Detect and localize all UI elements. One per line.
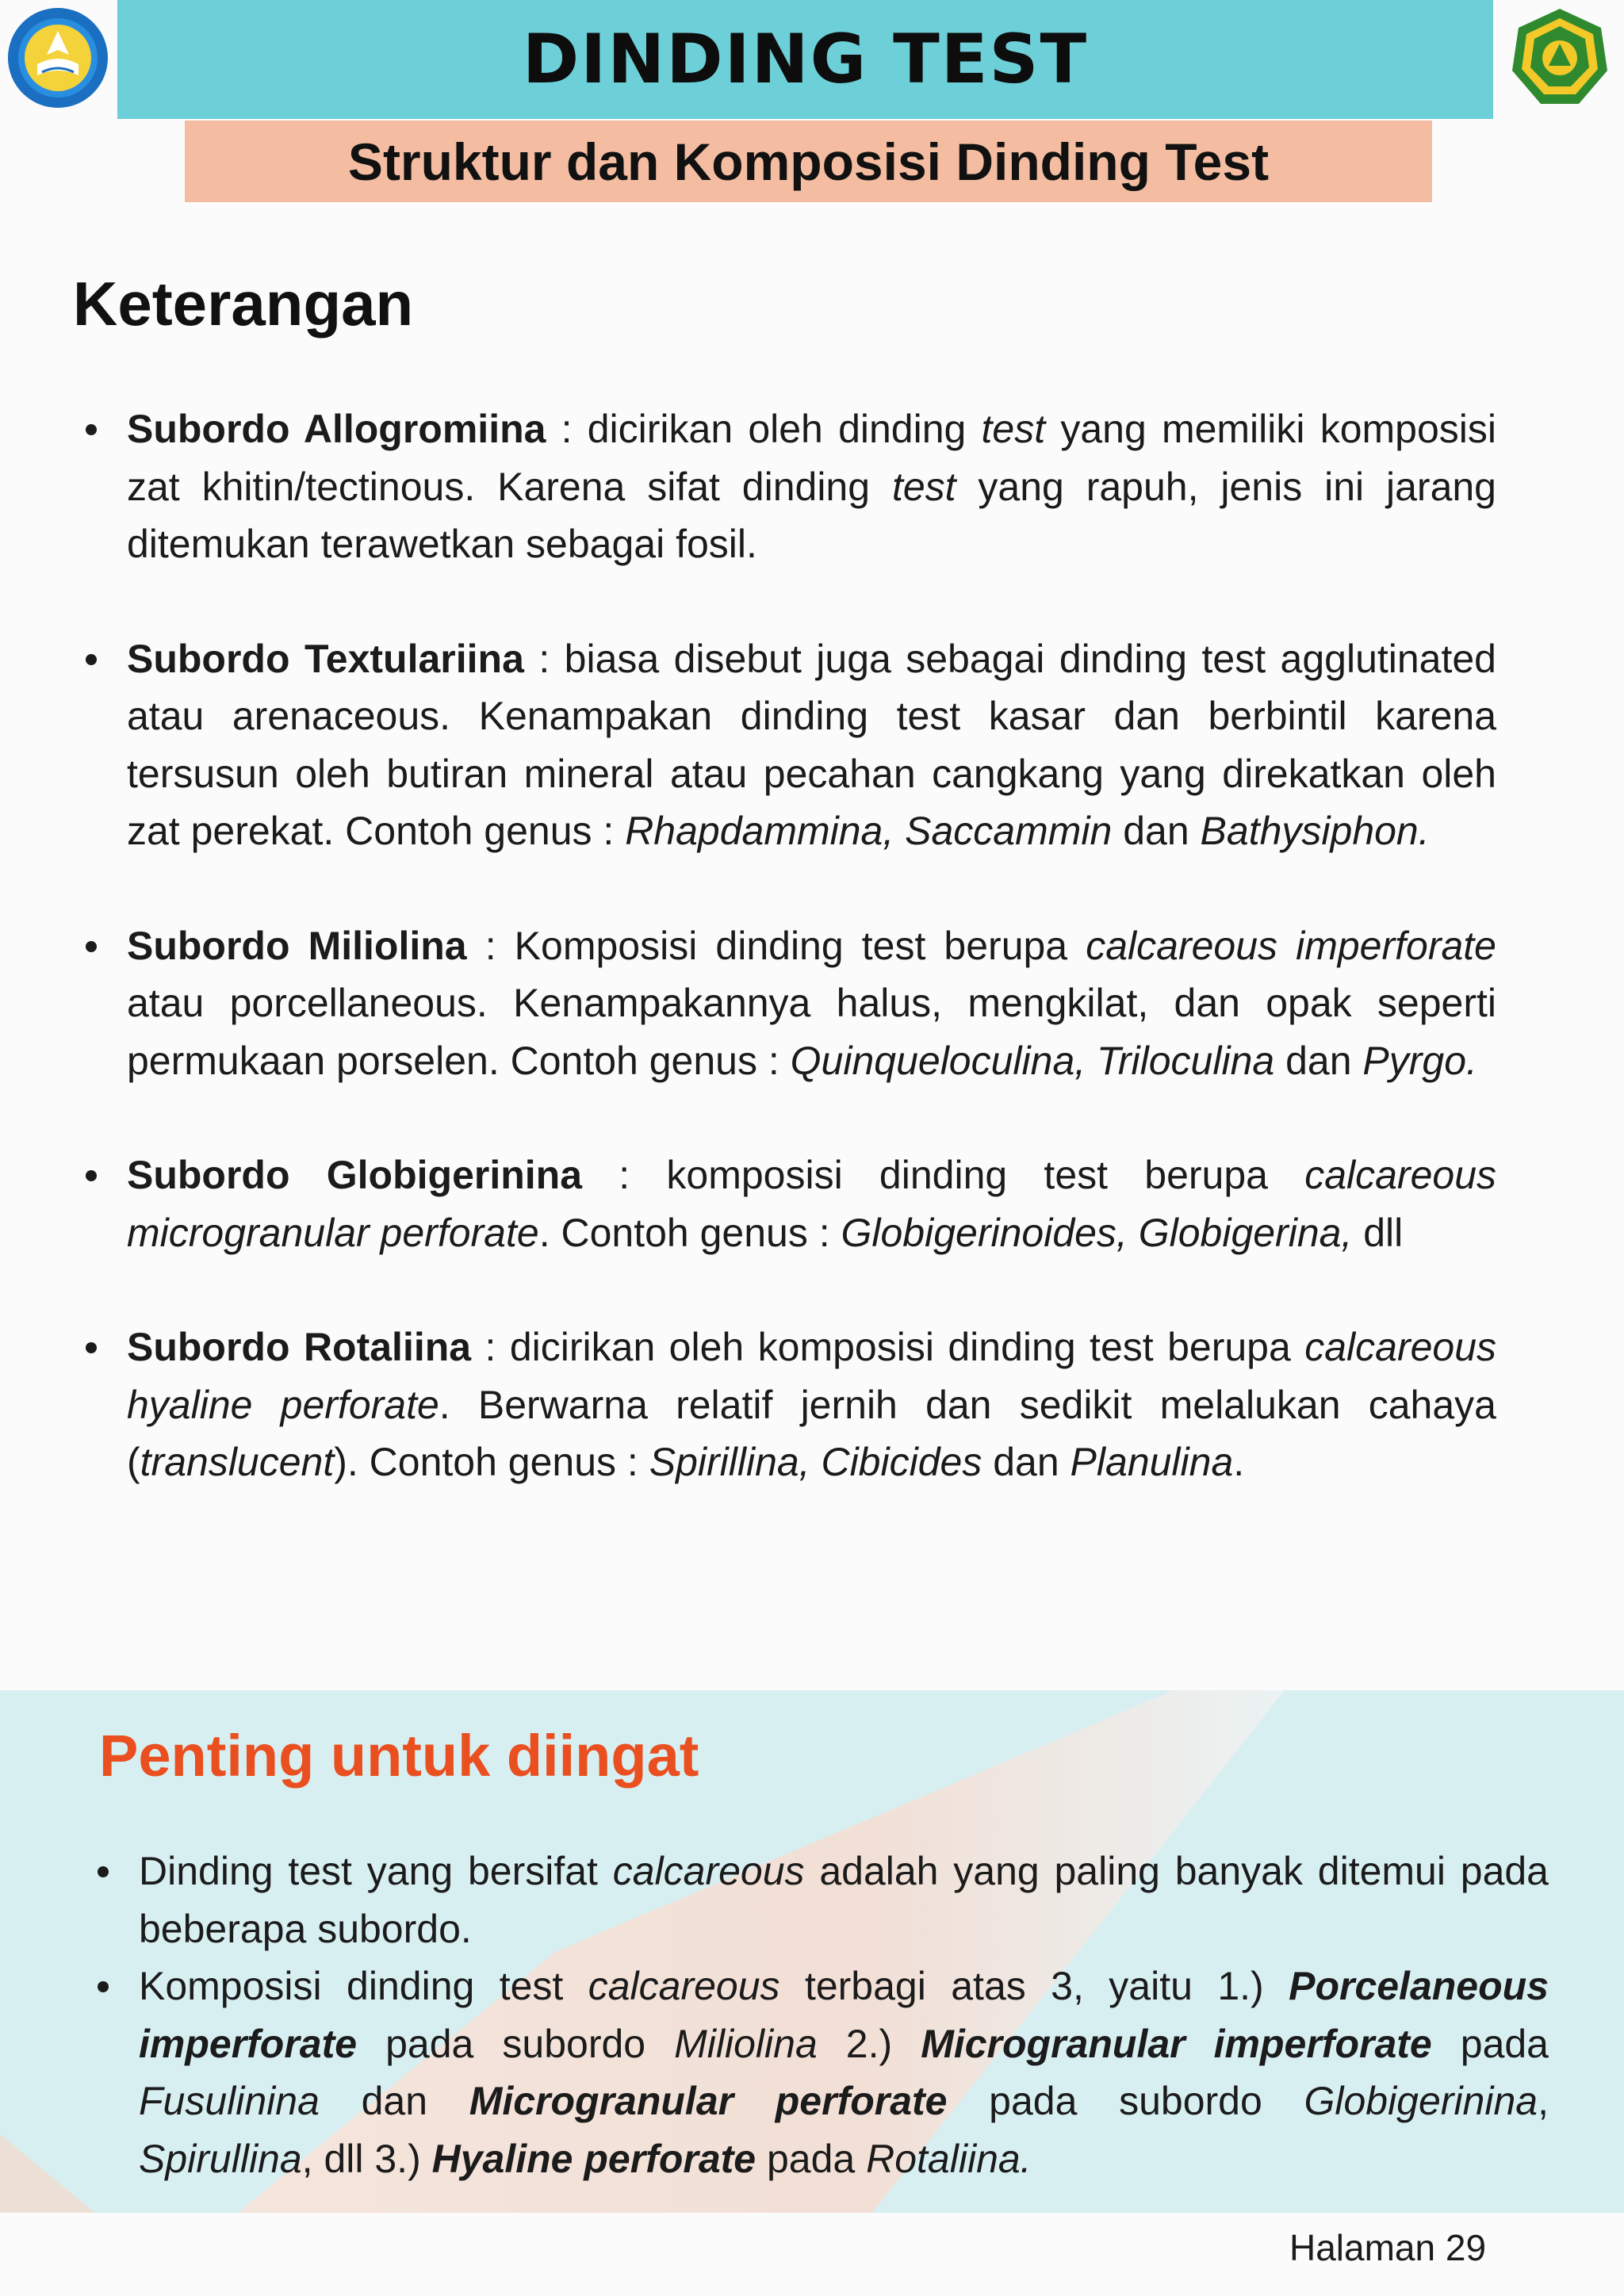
item-text: dll: [1352, 1210, 1404, 1255]
penting-heading: Penting untuk diingat: [99, 1723, 699, 1789]
item-text: pada: [756, 2136, 867, 2181]
keterangan-heading: Keterangan: [73, 269, 414, 339]
item-text: . Contoh genus :: [538, 1210, 841, 1255]
item-italic: calcareous hyaline perforate: [127, 1325, 1497, 1427]
item-italic: Bathysiphon.: [1200, 809, 1430, 853]
item-italic: calcareous microgranular perforate: [127, 1153, 1496, 1255]
item-italic: Rotaliina.: [866, 2136, 1032, 2181]
item-italic: Rhapdammina, Saccammin: [625, 809, 1113, 853]
list-item-miliolina: [127, 917, 1496, 1090]
item-text: : Komposisi dinding test berupa: [466, 923, 1086, 968]
penting-item-1: [139, 1843, 1549, 1957]
item-text: 2.): [817, 2021, 921, 2066]
item-text: : dicirikan oleh komposisi dinding test berupa: [471, 1325, 1305, 1369]
item-italic: Globigerinina: [1304, 2079, 1538, 2123]
subordo-name: Subordo Rotaliina: [127, 1325, 472, 1369]
list-item-textulariina: [127, 630, 1496, 860]
university-emblem-logo-graphic: [1507, 6, 1612, 110]
item-italic: Spirullina: [139, 2136, 302, 2181]
item-text: atau porcellaneous. Kenampakannya halus, mengkilat, dan opak seperti permukaan porselen. Contoh genus :: [127, 981, 1496, 1083]
item-italic: test: [891, 464, 956, 509]
list-item-allogromiina: [127, 400, 1496, 573]
penting-section: [0, 1690, 1624, 2213]
item-italic: Spirillina, Cibicides: [649, 1440, 982, 1484]
item-bold-italic: Hyaline perforate: [431, 2136, 756, 2181]
title-banner: [117, 0, 1493, 119]
subordo-name: Subordo Textulariina: [127, 636, 524, 681]
item-text: terbagi atas 3, yaitu 1.): [779, 1964, 1289, 2008]
item-text: .: [1233, 1440, 1245, 1484]
item-italic: Globigerinoides, Globigerina,: [841, 1210, 1353, 1255]
page-title: DINDING TEST: [522, 20, 1089, 99]
item-italic: calcareous: [612, 1849, 805, 1893]
tut-wuri-handayani-logo-graphic: [6, 6, 110, 110]
item-text: yang rapuh, jenis ini jarang ditemukan terawetkan sebagai fosil.: [127, 464, 1496, 566]
subordo-name: Subordo Miliolina: [127, 923, 467, 968]
subtitle-banner: [185, 121, 1432, 202]
item-text: . Berwarna relatif jernih dan sedikit melalukan cahaya (: [127, 1382, 1496, 1484]
university-emblem-logo: [1507, 6, 1612, 110]
item-text: ). Contoh genus :: [334, 1440, 649, 1484]
item-bold-italic: Microgranular perforate: [469, 2079, 948, 2123]
item-italic: calcareous: [588, 1964, 780, 2008]
item-text: yang memiliki komposisi zat khitin/tectinous. Karena sifat dinding: [127, 407, 1496, 509]
tut-wuri-handayani-logo: [6, 6, 110, 110]
item-text: : dicirikan oleh dinding: [546, 407, 982, 451]
page-subtitle: Struktur dan Komposisi Dinding Test: [347, 132, 1270, 191]
item-text: Dinding test yang bersifat: [139, 1849, 613, 1893]
item-italic: Planulina: [1070, 1440, 1234, 1484]
item-text: pada subordo: [357, 2021, 675, 2066]
item-text: dan: [982, 1440, 1071, 1484]
page-number: Halaman 29: [1289, 2227, 1487, 2268]
item-italic: Fusulinina: [139, 2079, 320, 2123]
item-bold-italic: Microgranular imperforate: [921, 2021, 1432, 2066]
item-text: pada: [1431, 2021, 1549, 2066]
penting-list: [139, 1843, 1549, 2187]
item-text: dan: [319, 2079, 469, 2123]
penting-item-2: [139, 1957, 1549, 2187]
item-text: dan: [1274, 1038, 1363, 1083]
item-italic: translucent: [140, 1440, 335, 1484]
list-item-globigerinina: [127, 1146, 1496, 1261]
item-text: dan: [1112, 809, 1201, 853]
subordo-name: Subordo Globigerinina: [127, 1153, 583, 1197]
list-item-rotaliina: [127, 1318, 1496, 1491]
item-text: Komposisi dinding test: [139, 1964, 588, 2008]
item-italic: Miliolina: [674, 2021, 818, 2066]
item-text: : biasa disebut juga sebagai dinding test agglutinated atau arenaceous. Kenampakan dinding test kasar dan berbintil karena tersusun oleh butiran mineral atau pecahan cangkang yang direkatkan oleh zat perekat. Contoh genus :: [127, 636, 1496, 853]
item-bold-italic: Porcelaneous imperforate: [139, 1964, 1549, 2066]
item-italic: calcareous imperforate: [1086, 923, 1496, 968]
item-italic: test: [981, 407, 1046, 451]
item-text: , dll 3.): [301, 2136, 432, 2181]
item-italic: Pyrgo.: [1362, 1038, 1477, 1083]
keterangan-list: [127, 400, 1496, 1548]
item-italic: Quinqueloculina, Triloculina: [790, 1038, 1275, 1083]
item-text: adalah yang paling banyak ditemui pada beberapa subordo.: [139, 1849, 1549, 1951]
item-text: pada subordo: [947, 2079, 1304, 2123]
item-text: : komposisi dinding test berupa: [582, 1153, 1305, 1197]
item-text: ,: [1538, 2079, 1549, 2123]
subordo-name: Subordo Allogromiina: [127, 407, 546, 451]
